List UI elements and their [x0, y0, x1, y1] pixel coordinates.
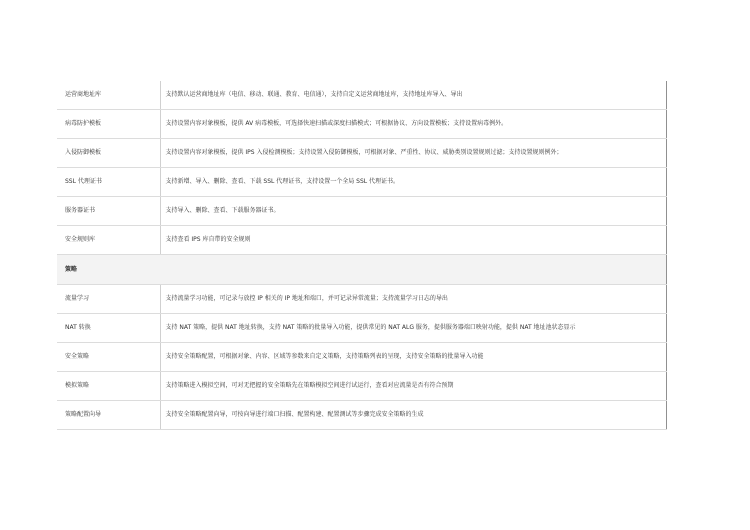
table-row: [57, 285, 667, 314]
row-description: 支持安全策略配置，可根据对象、内容、区域等参数来自定义策略，支持策略列表的呈现，支持安全策略的批量导入功能: [160, 343, 667, 372]
table-row: [57, 372, 667, 401]
table-row: [57, 139, 667, 168]
table-row: [57, 314, 667, 343]
table-row: [57, 401, 667, 430]
row-label: 服务器证书: [57, 197, 160, 226]
row-description: 支持流量学习功能，可记录与放控 IP 相关的 IP 地址和端口，并可记录异常流量；支持流量学习日志的导出: [160, 285, 667, 314]
table-row: [57, 343, 667, 372]
row-description: 支持新增、导入、删除、查看、下载 SSL 代理证书，支持设置一个全局 SSL 代理证书。: [160, 168, 667, 197]
row-description: 支持 NAT 策略，提供 NAT 地址转换，支持 NAT 策略的批量导入功能，提供常见的 NAT ALG 服务，提供服务器端口映射功能，提供 NAT 地址池状态显示: [160, 314, 667, 343]
row-description: 支持查看 IPS 库自带的安全规则: [160, 226, 667, 255]
section-header-row: [57, 255, 667, 285]
table-row: [57, 168, 667, 197]
row-label: 安全规则库: [57, 226, 160, 255]
row-description: 支持安全策略配置向导，可按向导进行端口扫描、配置构建、配置测试等步骤完成安全策略的生成: [160, 401, 667, 430]
row-description: 支持设置内容对象模板，提供 IPS 入侵检测模板；支持设置入侵防御模板，可根据对象、严重性、协议、威胁类别设置规则过滤；支持设置规则例外；: [160, 139, 667, 168]
spec-table: [57, 81, 667, 430]
row-description: 支持默认运营商地址库（电信、移动、联通、教育、电信通），支持自定义运营商地址库，支持地址库导入、导出: [160, 81, 667, 110]
row-label: 模拟策略: [57, 372, 160, 401]
row-label: 入侵防御模板: [57, 139, 160, 168]
row-label: 病毒防护模板: [57, 110, 160, 139]
row-label: NAT 转换: [57, 314, 160, 343]
table-row: [57, 226, 667, 255]
table-row: [57, 110, 667, 139]
row-description: 支持设置内容对象模板，提供 AV 病毒模板，可选择快速扫描或深度扫描模式；可根据协议、方向设置模板；支持设置病毒例外。: [160, 110, 667, 139]
row-label: 策略配置向导: [57, 401, 160, 430]
section-title: 策略: [57, 255, 667, 285]
table-row: [57, 81, 667, 110]
row-description: 支持策略进入模拟空间，可对无把握的安全策略先在策略模拟空间进行试运行，查看对应流量是否有符合预期: [160, 372, 667, 401]
row-label: 运营商地址库: [57, 81, 160, 110]
row-description: 支持导入、删除、查看、下载服务器证书。: [160, 197, 667, 226]
row-label: 流量学习: [57, 285, 160, 314]
row-label: SSL 代理证书: [57, 168, 160, 197]
table-row: [57, 197, 667, 226]
row-label: 安全策略: [57, 343, 160, 372]
